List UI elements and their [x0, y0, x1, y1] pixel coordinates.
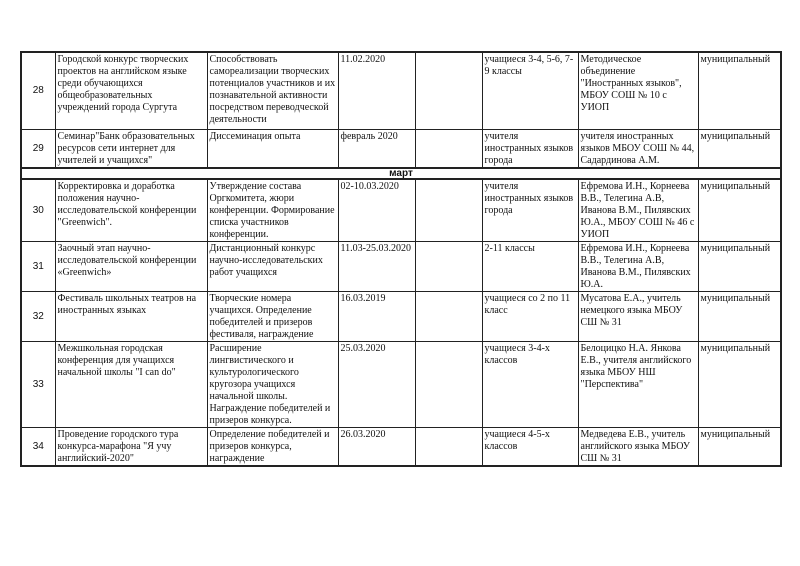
responsible-cell: Ефремова И.Н., Корнеева В.В., Телегина А.В, Иванова В.М., Пилявских Ю.А., МБОУ СОШ № 46 с УИОП	[578, 179, 698, 242]
empty-cell	[415, 341, 482, 427]
level-cell: муниципальный	[698, 291, 781, 341]
table-row	[21, 341, 781, 427]
empty-cell	[415, 291, 482, 341]
row-number: 29	[21, 129, 55, 168]
table-row	[21, 179, 781, 242]
level-cell: муниципальный	[698, 427, 781, 466]
goal-cell: Расширение лингвистического и культурологического кругозора учащихся начальной школы. Награждение победителей и призеров конкурса.	[207, 341, 338, 427]
table-row	[21, 52, 781, 129]
responsible-cell: Медведева Е.В., учитель английского языка МБОУ СШ № 31	[578, 427, 698, 466]
goal-cell: Утверждение состава Оргкомитета, жюри конференции. Формирование списка участников конференции.	[207, 179, 338, 242]
event-cell: Корректировка и доработка положения научно-исследовательской конференции "Greenwich".	[55, 179, 207, 242]
row-number: 28	[21, 52, 55, 129]
month-row	[21, 168, 781, 179]
row-number: 31	[21, 241, 55, 291]
empty-cell	[415, 241, 482, 291]
date-cell: 02-10.03.2020	[338, 179, 415, 242]
participants-cell: учителя иностранных языков города	[482, 179, 578, 242]
event-cell: Межшкольная городская конференция для учащихся начальной школы "I can do"	[55, 341, 207, 427]
empty-cell	[415, 52, 482, 129]
row-number: 33	[21, 341, 55, 427]
goal-cell: Творческие номера учащихся. Определение победителей и призеров фестиваля, награждение	[207, 291, 338, 341]
participants-cell: 2-11 классы	[482, 241, 578, 291]
table-row	[21, 427, 781, 466]
participants-cell: учащиеся 3-4-х классов	[482, 341, 578, 427]
date-cell: 11.02.2020	[338, 52, 415, 129]
participants-cell: учащиеся со 2 по 11 класс	[482, 291, 578, 341]
level-cell: муниципальный	[698, 341, 781, 427]
level-cell: муниципальный	[698, 241, 781, 291]
table-row	[21, 129, 781, 168]
table-row	[21, 291, 781, 341]
empty-cell	[415, 427, 482, 466]
participants-cell: учащиеся 4-5-х классов	[482, 427, 578, 466]
row-number: 34	[21, 427, 55, 466]
date-cell: 16.03.2019	[338, 291, 415, 341]
level-cell: муниципальный	[698, 129, 781, 168]
level-cell: муниципальный	[698, 52, 781, 129]
goal-cell: Дистанционный конкурс научно-исследовательских работ учащихся	[207, 241, 338, 291]
table-row	[21, 241, 781, 291]
responsible-cell: Белоцицко Н.А. Янкова Е.В., учителя английского языка МБОУ НШ "Перспектива"	[578, 341, 698, 427]
event-cell: Городской конкурс творческих проектов на английском языке среди обучающихся общеобразовательных учреждений города Сургута	[55, 52, 207, 129]
event-cell: Проведение городского тура конкурса-марафона "Я учу английский-2020"	[55, 427, 207, 466]
goal-cell: Способствовать самореализации творческих потенциалов участников и их познавательной активности посредством переводческой деятельности	[207, 52, 338, 129]
responsible-cell: учителя иностранных языков МБОУ СОШ № 44, Садардинова А.М.	[578, 129, 698, 168]
level-cell: муниципальный	[698, 179, 781, 242]
month-label: март	[21, 168, 781, 179]
date-cell: 26.03.2020	[338, 427, 415, 466]
empty-cell	[415, 179, 482, 242]
participants-cell: учащиеся 3-4, 5-6, 7-9 классы	[482, 52, 578, 129]
events-table	[20, 51, 782, 467]
responsible-cell: Ефремова И.Н., Корнеева В.В., Телегина А.В, Иванова В.М., Пилявских Ю.А.	[578, 241, 698, 291]
event-cell: Фестиваль школьных театров на иностранных языках	[55, 291, 207, 341]
goal-cell: Диссеминация опыта	[207, 129, 338, 168]
date-cell: 25.03.2020	[338, 341, 415, 427]
event-cell: Заочный этап научно-исследовательской конференции «Greenwich»	[55, 241, 207, 291]
row-number: 32	[21, 291, 55, 341]
responsible-cell: Методическое объединение "Иностранных языков", МБОУ СОШ № 10 с УИОП	[578, 52, 698, 129]
date-cell: февраль 2020	[338, 129, 415, 168]
participants-cell: учителя иностранных языков города	[482, 129, 578, 168]
goal-cell: Определение победителей и призеров конкурса, награждение	[207, 427, 338, 466]
row-number: 30	[21, 179, 55, 242]
date-cell: 11.03-25.03.2020	[338, 241, 415, 291]
responsible-cell: Мусатова Е.А., учитель немецкого языка МБОУ СШ № 31	[578, 291, 698, 341]
empty-cell	[415, 129, 482, 168]
event-cell: Семинар"Банк образовательных ресурсов сети интернет для учителей и учащихся"	[55, 129, 207, 168]
